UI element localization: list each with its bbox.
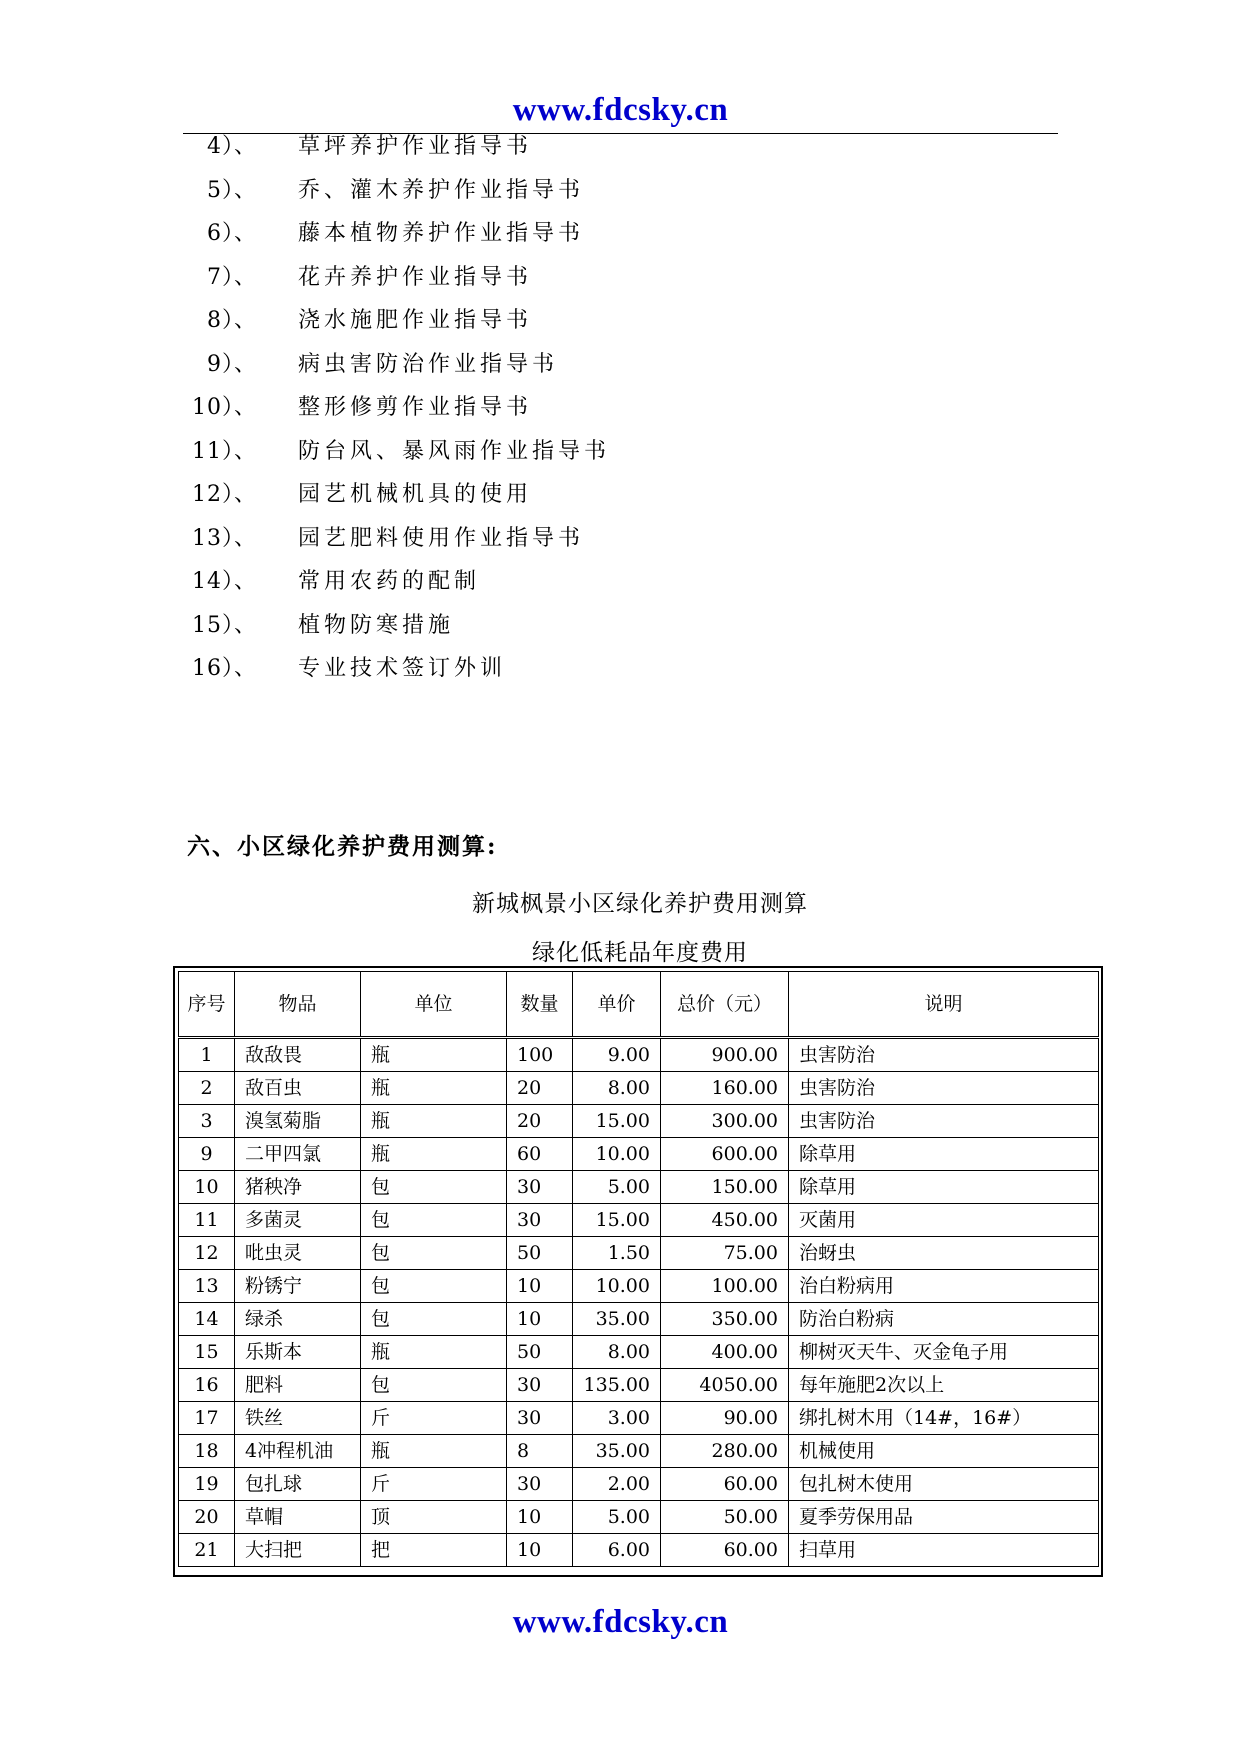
note-cell: 治蚜虫 xyxy=(789,1237,1099,1270)
total-price-cell: 280.00 xyxy=(661,1435,789,1468)
item-name-cell: 肥料 xyxy=(235,1369,361,1402)
section-heading: 六、小区绿化养护费用测算: xyxy=(187,833,498,860)
row-index-cell: 9 xyxy=(179,1138,235,1171)
row-index-cell: 18 xyxy=(179,1435,235,1468)
unit-cell: 把 xyxy=(361,1534,507,1567)
note-cell: 虫害防治 xyxy=(789,1105,1099,1138)
total-price-cell: 400.00 xyxy=(661,1336,789,1369)
item-name-cell: 粉锈宁 xyxy=(235,1270,361,1303)
guide-item-title: 花卉养护作业指导书 xyxy=(298,265,533,290)
unit-cell: 顶 xyxy=(361,1501,507,1534)
row-index-cell: 13 xyxy=(179,1270,235,1303)
guide-item-title: 整形修剪作业指导书 xyxy=(298,395,533,420)
unit-price-cell: 9.00 xyxy=(573,1038,661,1072)
total-price-cell: 900.00 xyxy=(661,1038,789,1072)
column-header-unit: 单位 xyxy=(361,972,507,1038)
guide-document-item xyxy=(0,127,700,167)
table-row xyxy=(179,1171,1099,1204)
total-price-cell: 75.00 xyxy=(661,1237,789,1270)
unit-cell: 瓶 xyxy=(361,1072,507,1105)
unit-price-cell: 8.00 xyxy=(573,1072,661,1105)
row-index-cell: 3 xyxy=(179,1105,235,1138)
total-price-cell: 100.00 xyxy=(661,1270,789,1303)
note-cell: 包扎树木使用 xyxy=(789,1468,1099,1501)
row-index-cell: 16 xyxy=(179,1369,235,1402)
unit-price-cell: 15.00 xyxy=(573,1204,661,1237)
item-name-cell: 多菌灵 xyxy=(235,1204,361,1237)
note-cell: 虫害防治 xyxy=(789,1072,1099,1105)
quantity-cell: 10 xyxy=(507,1303,573,1336)
item-name-cell: 4冲程机油 xyxy=(235,1435,361,1468)
row-index-cell: 10 xyxy=(179,1171,235,1204)
quantity-cell: 30 xyxy=(507,1468,573,1501)
guide-item-number: 8）、 xyxy=(207,308,257,333)
item-name-cell: 敌敌畏 xyxy=(235,1038,361,1072)
table-row xyxy=(179,1072,1099,1105)
guide-item-title: 常用农药的配制 xyxy=(298,569,481,594)
unit-price-cell: 2.00 xyxy=(573,1468,661,1501)
row-index-cell: 19 xyxy=(179,1468,235,1501)
note-cell: 治白粉病用 xyxy=(789,1270,1099,1303)
unit-price-cell: 10.00 xyxy=(573,1270,661,1303)
note-cell: 绑扎树木用（14#，16#） xyxy=(789,1402,1099,1435)
guide-item-title: 园艺机械机具的使用 xyxy=(298,482,533,507)
unit-cell: 瓶 xyxy=(361,1105,507,1138)
unit-price-cell: 35.00 xyxy=(573,1435,661,1468)
guide-item-number: 9）、 xyxy=(207,352,257,377)
unit-cell: 瓶 xyxy=(361,1038,507,1072)
row-index-cell: 2 xyxy=(179,1072,235,1105)
guide-item-number: 4）、 xyxy=(207,134,257,159)
note-cell: 灭菌用 xyxy=(789,1204,1099,1237)
unit-cell: 包 xyxy=(361,1303,507,1336)
total-price-cell: 4050.00 xyxy=(661,1369,789,1402)
guide-item-number: 12）、 xyxy=(192,482,257,507)
unit-cell: 斤 xyxy=(361,1468,507,1501)
row-index-cell: 21 xyxy=(179,1534,235,1567)
quantity-cell: 20 xyxy=(507,1105,573,1138)
table-row xyxy=(179,1336,1099,1369)
table-header-row xyxy=(179,972,1099,1038)
table-row xyxy=(179,1138,1099,1171)
quantity-cell: 30 xyxy=(507,1402,573,1435)
unit-price-cell: 1.50 xyxy=(573,1237,661,1270)
guide-item-title: 乔、灌木养护作业指导书 xyxy=(298,178,585,203)
item-name-cell: 铁丝 xyxy=(235,1402,361,1435)
guide-document-item xyxy=(0,301,700,341)
note-cell: 扫草用 xyxy=(789,1534,1099,1567)
guide-document-item xyxy=(0,519,700,559)
guide-document-item xyxy=(0,432,700,472)
fee-table xyxy=(178,971,1099,1567)
quantity-cell: 10 xyxy=(507,1270,573,1303)
item-name-cell: 二甲四氯 xyxy=(235,1138,361,1171)
total-price-cell: 90.00 xyxy=(661,1402,789,1435)
table-row xyxy=(179,1402,1099,1435)
table-title: 新城枫景小区绿化养护费用测算 xyxy=(472,891,808,917)
table-subtitle: 绿化低耗品年度费用 xyxy=(532,940,748,966)
guide-document-item xyxy=(0,649,700,689)
unit-price-cell: 5.00 xyxy=(573,1501,661,1534)
quantity-cell: 30 xyxy=(507,1369,573,1402)
table-row xyxy=(179,1534,1099,1567)
item-name-cell: 吡虫灵 xyxy=(235,1237,361,1270)
column-header-index: 序号 xyxy=(179,972,235,1038)
guide-item-number: 15）、 xyxy=(192,613,257,638)
unit-price-cell: 5.00 xyxy=(573,1171,661,1204)
guide-item-title: 专业技术签订外训 xyxy=(298,656,507,681)
quantity-cell: 8 xyxy=(507,1435,573,1468)
guide-document-item xyxy=(0,214,700,254)
item-name-cell: 溴氢菊脂 xyxy=(235,1105,361,1138)
row-index-cell: 1 xyxy=(179,1038,235,1072)
total-price-cell: 150.00 xyxy=(661,1171,789,1204)
note-cell: 虫害防治 xyxy=(789,1038,1099,1072)
item-name-cell: 乐斯本 xyxy=(235,1336,361,1369)
item-name-cell: 猪秧净 xyxy=(235,1171,361,1204)
unit-price-cell: 3.00 xyxy=(573,1402,661,1435)
guide-document-item xyxy=(0,475,700,515)
table-row xyxy=(179,1468,1099,1501)
guide-item-number: 10）、 xyxy=(192,395,257,420)
quantity-cell: 100 xyxy=(507,1038,573,1072)
unit-price-cell: 10.00 xyxy=(573,1138,661,1171)
header-site-url: www.fdcsky.cn xyxy=(512,92,729,128)
total-price-cell: 50.00 xyxy=(661,1501,789,1534)
guide-item-number: 7）、 xyxy=(207,265,257,290)
quantity-cell: 50 xyxy=(507,1237,573,1270)
guide-document-item xyxy=(0,345,700,385)
total-price-cell: 600.00 xyxy=(661,1138,789,1171)
row-index-cell: 20 xyxy=(179,1501,235,1534)
note-cell: 机械使用 xyxy=(789,1435,1099,1468)
table-row xyxy=(179,1237,1099,1270)
unit-price-cell: 35.00 xyxy=(573,1303,661,1336)
note-cell: 除草用 xyxy=(789,1138,1099,1171)
unit-cell: 瓶 xyxy=(361,1138,507,1171)
guide-document-item xyxy=(0,562,700,602)
guide-item-title: 浇水施肥作业指导书 xyxy=(298,308,533,333)
column-header-unit-price: 单价 xyxy=(573,972,661,1038)
total-price-cell: 300.00 xyxy=(661,1105,789,1138)
row-index-cell: 14 xyxy=(179,1303,235,1336)
total-price-cell: 160.00 xyxy=(661,1072,789,1105)
quantity-cell: 30 xyxy=(507,1204,573,1237)
unit-cell: 包 xyxy=(361,1237,507,1270)
table-row xyxy=(179,1369,1099,1402)
column-header-quantity: 数量 xyxy=(507,972,573,1038)
quantity-cell: 60 xyxy=(507,1138,573,1171)
table-row xyxy=(179,1435,1099,1468)
note-cell: 柳树灭天牛、灭金龟子用 xyxy=(789,1336,1099,1369)
table-row xyxy=(179,1105,1099,1138)
note-cell: 除草用 xyxy=(789,1171,1099,1204)
guide-item-number: 11）、 xyxy=(192,439,257,464)
quantity-cell: 10 xyxy=(507,1534,573,1567)
total-price-cell: 60.00 xyxy=(661,1468,789,1501)
table-row xyxy=(179,1501,1099,1534)
unit-price-cell: 135.00 xyxy=(573,1369,661,1402)
guide-item-number: 6）、 xyxy=(207,221,257,246)
unit-cell: 瓶 xyxy=(361,1435,507,1468)
unit-cell: 包 xyxy=(361,1171,507,1204)
row-index-cell: 11 xyxy=(179,1204,235,1237)
quantity-cell: 10 xyxy=(507,1501,573,1534)
quantity-cell: 30 xyxy=(507,1171,573,1204)
unit-price-cell: 6.00 xyxy=(573,1534,661,1567)
row-index-cell: 17 xyxy=(179,1402,235,1435)
fee-table-frame xyxy=(173,966,1103,1577)
guide-document-item xyxy=(0,171,700,211)
note-cell: 每年施肥2次以上 xyxy=(789,1369,1099,1402)
total-price-cell: 450.00 xyxy=(661,1204,789,1237)
footer-site-url: www.fdcsky.cn xyxy=(512,1604,729,1640)
table-row xyxy=(179,1270,1099,1303)
guide-document-item xyxy=(0,606,700,646)
item-name-cell: 绿杀 xyxy=(235,1303,361,1336)
quantity-cell: 50 xyxy=(507,1336,573,1369)
total-price-cell: 60.00 xyxy=(661,1534,789,1567)
guide-item-number: 5）、 xyxy=(207,178,257,203)
table-row xyxy=(179,1038,1099,1072)
total-price-cell: 350.00 xyxy=(661,1303,789,1336)
row-index-cell: 12 xyxy=(179,1237,235,1270)
unit-price-cell: 15.00 xyxy=(573,1105,661,1138)
guide-item-title: 藤本植物养护作业指导书 xyxy=(298,221,585,246)
table-row xyxy=(179,1204,1099,1237)
unit-cell: 斤 xyxy=(361,1402,507,1435)
guide-item-title: 植物防寒措施 xyxy=(298,613,455,638)
unit-cell: 瓶 xyxy=(361,1336,507,1369)
unit-price-cell: 8.00 xyxy=(573,1336,661,1369)
unit-cell: 包 xyxy=(361,1204,507,1237)
guide-item-title: 草坪养护作业指导书 xyxy=(298,134,533,159)
item-name-cell: 大扫把 xyxy=(235,1534,361,1567)
item-name-cell: 包扎球 xyxy=(235,1468,361,1501)
guide-item-title: 病虫害防治作业指导书 xyxy=(298,352,559,377)
table-row xyxy=(179,1303,1099,1336)
guide-item-title: 防台风、暴风雨作业指导书 xyxy=(298,439,611,464)
guide-item-number: 14）、 xyxy=(192,569,257,594)
column-header-note: 说明 xyxy=(789,972,1099,1038)
guide-item-title: 园艺肥料使用作业指导书 xyxy=(298,526,585,551)
note-cell: 防治白粉病 xyxy=(789,1303,1099,1336)
guide-item-number: 13）、 xyxy=(192,526,257,551)
unit-cell: 包 xyxy=(361,1369,507,1402)
column-header-total-price: 总价（元） xyxy=(661,972,789,1038)
item-name-cell: 草帽 xyxy=(235,1501,361,1534)
unit-cell: 包 xyxy=(361,1270,507,1303)
guide-document-item xyxy=(0,388,700,428)
quantity-cell: 20 xyxy=(507,1072,573,1105)
guide-item-number: 16）、 xyxy=(192,656,257,681)
note-cell: 夏季劳保用品 xyxy=(789,1501,1099,1534)
row-index-cell: 15 xyxy=(179,1336,235,1369)
item-name-cell: 敌百虫 xyxy=(235,1072,361,1105)
column-header-item: 物品 xyxy=(235,972,361,1038)
guide-document-item xyxy=(0,258,700,298)
